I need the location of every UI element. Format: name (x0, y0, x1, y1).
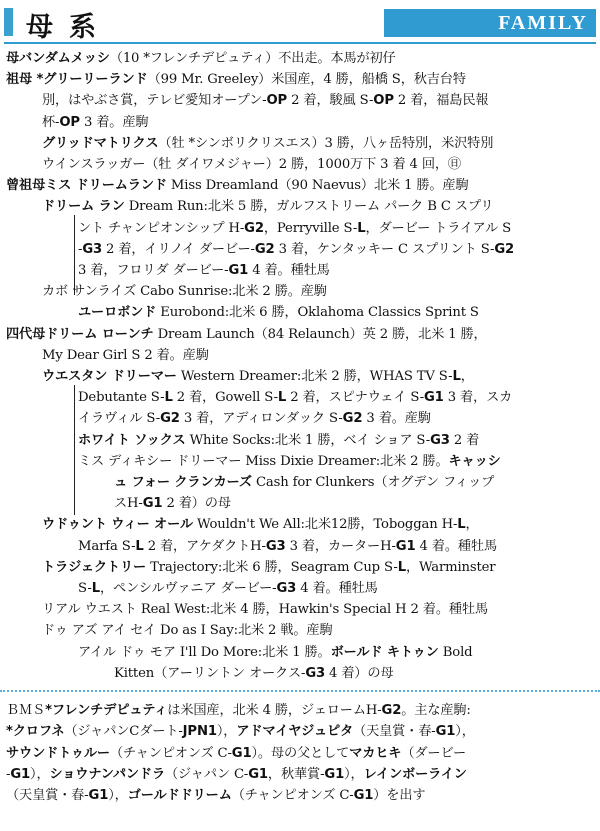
text-segment: G2 (342, 411, 363, 427)
text-segment: L (457, 517, 466, 533)
text-segment: Marfa S- (78, 538, 136, 554)
text-segment: （10 *フレンチデピュティ）不出走。本馬が初仔 (109, 51, 396, 66)
text-segment: 3 着，スカ (443, 390, 513, 406)
text-segment: ）， (455, 724, 475, 740)
text-segment: - (78, 241, 83, 257)
text-segment: L (164, 390, 173, 406)
text-segment: White Socks:北米 1 勝，ベイ ショア S- (185, 432, 431, 448)
text-segment: 4 着。種牡馬 (415, 538, 497, 554)
pedigree-line (6, 642, 594, 663)
text-segment: Cash for Clunkers（オグデン フィップ (251, 475, 495, 491)
pedigree-line (6, 302, 594, 323)
bms-line (6, 700, 594, 721)
text-segment: G2 (160, 411, 180, 427)
text-segment: L (91, 581, 100, 597)
text-segment: ， (460, 369, 474, 385)
text-segment: G2 (494, 241, 515, 257)
text-segment: ボールド キトゥン (330, 644, 439, 660)
pedigree-line (6, 451, 594, 472)
text-segment: （99 Mr. Greeley）米国産，4 勝，船橋 S，秋吉台特 (147, 72, 466, 88)
pedigree-line (6, 218, 594, 239)
text-segment: 杯- (42, 114, 60, 130)
text-segment: *クロフネ (6, 724, 65, 740)
pedigree-line (6, 599, 594, 620)
text-segment: 2 着，スピナウェイ S- (286, 390, 424, 406)
text-segment: L (357, 220, 366, 236)
text-segment: ，ダービー トライアル S (365, 220, 511, 236)
text-segment: イラヴィル S- (78, 411, 161, 427)
text-segment: （ジャパンCダート- (64, 724, 183, 740)
text-segment: *グリーリーランド (36, 72, 148, 88)
text-segment: G2 (244, 220, 264, 236)
text-segment: ゴールドドリーム (127, 787, 232, 803)
text-segment: *フレンチデピュティ (45, 703, 168, 719)
text-segment: ，ペンシルヴァニア ダービー- (99, 581, 277, 597)
text-segment: OP (266, 93, 288, 109)
text-segment: ）を出す (373, 787, 426, 803)
text-segment: （ジャパン C- (165, 766, 249, 782)
text-segment: ，Perryville S- (263, 220, 358, 236)
pedigree-line (6, 472, 594, 493)
pedigree-line (6, 324, 594, 345)
text-segment: G1 (88, 787, 109, 803)
bms-line (6, 785, 594, 806)
text-segment: G1 (353, 787, 374, 803)
pedigree-line (6, 620, 594, 641)
text-segment: スH- (114, 496, 143, 512)
pedigree-line (6, 557, 594, 578)
bms-line (6, 743, 594, 764)
text-segment: 四代母ドリーム ローンチ (6, 326, 154, 342)
text-segment: ）。母の父として (251, 745, 350, 761)
text-segment: G3 (82, 241, 103, 257)
pedigree-line (6, 196, 594, 217)
text-segment: ，Warminster (405, 559, 496, 575)
text-segment: は米国産，北米 4 勝，ジェロームH- (167, 703, 382, 719)
pedigree-line (6, 133, 594, 154)
text-segment: Western Dreamer:北米 2 勝，WHAS TV S- (176, 369, 453, 385)
text-segment: ドゥ アズ アイ セイ Do as I Say:北米 2 戦。産駒 (42, 623, 333, 639)
text-segment: G1 (231, 745, 252, 761)
pedigree-line (6, 493, 594, 514)
pedigree-line (6, 48, 594, 69)
text-segment: アイル ドゥ モア I'll Do More:北米 1 勝。 (78, 644, 331, 660)
header-label-band (384, 9, 596, 37)
text-segment: 2 着）の母 (162, 496, 231, 512)
text-segment: L (452, 369, 461, 385)
page-title: 母系 (26, 12, 112, 43)
pedigree-line (6, 366, 594, 387)
text-segment: Kitten（アーリントン オークス- (114, 665, 306, 681)
text-segment: G3 (276, 581, 297, 597)
text-segment: （牡 *シンボリクリスエス）3 勝，八ヶ岳特別，米沢特別 (158, 135, 494, 151)
text-segment: G1 (228, 263, 249, 279)
text-segment: 3 着，アディロンダック S- (179, 411, 343, 427)
text-segment: サウンドトゥルー (6, 745, 110, 761)
text-segment: リアル ウエスト Real West:北米 4 勝，Hawkin's Special H 2 着。種牡馬 (42, 602, 488, 618)
pedigree-line (6, 112, 594, 133)
text-segment: 2 着 (449, 432, 480, 448)
text-segment: G2 (381, 703, 402, 719)
text-segment: ）， (108, 787, 128, 803)
text-segment: G1 (395, 538, 416, 554)
text-segment: Dream Run:北米 5 勝，ガルフストリーム パーク B C スプリ (124, 199, 494, 215)
text-segment: 2 着，福島民報 (393, 93, 489, 109)
text-segment: 。主な産駒: (401, 703, 471, 719)
text-segment: G1 (248, 766, 268, 782)
text-segment: 3 着，フロリダ ダービー- (78, 263, 229, 279)
pedigree-line (6, 260, 594, 281)
header-accent-bar (4, 8, 13, 36)
text-segment: G2 (254, 241, 275, 257)
text-segment: 4 着。種牡馬 (248, 263, 330, 279)
text-segment: （天皇賞・春- (6, 787, 89, 803)
text-segment: ）， (30, 766, 50, 782)
pedigree-line (6, 281, 594, 302)
text-segment: L (277, 390, 287, 406)
text-segment: ， (465, 517, 479, 533)
section-header (4, 6, 596, 43)
text-segment: 4 着。種牡馬 (296, 581, 378, 597)
pedigree-line (6, 578, 594, 599)
text-segment: OP (373, 93, 394, 109)
text-segment: ユーロボンド (78, 305, 157, 321)
text-segment: 4 着）の母 (325, 665, 394, 681)
text-segment: ホワイト ソックス (78, 432, 186, 448)
bms-line (6, 764, 594, 785)
text-segment: カボ サンライズ Cabo Sunrise:北米 2 勝。産駒 (42, 284, 327, 300)
text-segment: （チャンピオンズ C- (109, 745, 232, 761)
text-segment: 3 着，カーターH- (285, 538, 396, 554)
text-segment: Dream Launch（84 Relaunch）英 2 勝，北米 1 勝， (153, 326, 487, 342)
text-segment: （天皇賞・春- (353, 724, 436, 740)
pedigree-line (6, 663, 594, 684)
pedigree-line (6, 387, 594, 408)
text-segment: ）， (344, 766, 364, 782)
text-segment: 2 着，アケダクトH- (143, 538, 266, 554)
header-label: FAMILY (498, 12, 588, 34)
family-pedigree-text (0, 44, 600, 684)
text-segment: ウドゥント ウィー オール (42, 517, 193, 533)
text-segment: レインボーライン (363, 766, 467, 782)
pedigree-line (6, 345, 594, 366)
text-segment: G1 (324, 766, 345, 782)
text-segment: ，秋華賞- (267, 766, 325, 782)
pedigree-line (6, 90, 594, 111)
text-segment: ウエスタン ドリーマー (42, 369, 177, 385)
pedigree-line (6, 175, 594, 196)
text-segment: Debutante S- (78, 390, 165, 406)
text-segment: 母バンダムメッシ (6, 51, 110, 66)
text-segment: Bold (438, 644, 473, 660)
bms-line (6, 721, 594, 742)
text-segment: 祖母 (6, 72, 37, 88)
text-segment: ショウナンパンドラ (49, 766, 165, 782)
text-segment: ドリーム ラン (42, 199, 125, 215)
text-segment: ント チャンピオンシップ H- (78, 220, 245, 236)
text-segment: （チャンピオンズ C- (231, 787, 354, 803)
text-segment: Eurobond:北米 6 勝，Oklahoma Classics Sprint S (156, 305, 479, 321)
text-segment: G3 (265, 538, 286, 554)
text-segment: G1 (10, 766, 31, 782)
pedigree-line (6, 239, 594, 260)
text-segment: （ダービー (401, 745, 467, 761)
text-segment: Trajectory:北米 6 勝，Seagram Cup S- (146, 559, 398, 575)
text-segment: マカヒキ (349, 745, 402, 761)
text-segment: JPN1 (182, 724, 217, 740)
text-segment: G1 (435, 724, 456, 740)
pedigree-line (6, 408, 594, 429)
text-segment: 2 着，イリノイ ダービー- (102, 241, 255, 257)
text-segment: キャッシ (448, 453, 501, 469)
text-segment: My Dear Girl S 2 着。産駒 (42, 347, 209, 363)
text-segment: G1 (424, 390, 444, 406)
text-segment: ウインスラッガー（牡 ダイワメジャー）2 勝，1000万下 3 着 4 回，㊐ (42, 157, 461, 173)
text-segment: ＢＭＳ (6, 703, 46, 719)
text-segment: 曾祖母ミス ドリームランド (6, 178, 167, 194)
text-segment: G3 (430, 432, 450, 448)
text-segment: L (135, 538, 144, 554)
pedigree-line (6, 69, 594, 90)
text-segment: - (6, 766, 11, 782)
text-segment: L (397, 559, 406, 575)
text-segment: Miss Dreamland（90 Naevus）北米 1 勝。産駒 (166, 178, 469, 194)
text-segment: 3 着，ケンタッキー C スプリント S- (274, 241, 495, 257)
text-segment: G3 (305, 665, 326, 681)
pedigree-line (6, 154, 594, 175)
bms-section (0, 690, 600, 806)
text-segment: ミス ディキシー ドリーマー Miss Dixie Dreamer:北米 2 勝。 (78, 453, 449, 469)
text-segment: 別，はやぶさ賞，テレビ愛知オープン- (42, 93, 267, 109)
text-segment: 3 着。産駒 (79, 114, 149, 130)
text-segment: グリッドマトリクス (42, 135, 159, 151)
text-segment: S- (78, 581, 92, 597)
text-segment: 2 着，駿風 S- (287, 93, 374, 109)
text-segment: ュ フォー クランカーズ (114, 475, 252, 491)
text-segment: 2 着，Gowell S- (172, 390, 278, 406)
text-segment: ）， (216, 724, 237, 740)
pedigree-line (6, 514, 594, 535)
pedigree-line (6, 430, 594, 451)
text-segment: G1 (142, 496, 163, 512)
pedigree-line (6, 536, 594, 557)
text-segment: OP (59, 114, 80, 130)
text-segment: アドマイヤジュピタ (236, 724, 354, 740)
text-segment: 3 着。産駒 (362, 411, 431, 427)
text-segment: Wouldn't We All:北米12勝，Toboggan H- (192, 517, 458, 533)
text-segment: トラジェクトリー (42, 559, 147, 575)
